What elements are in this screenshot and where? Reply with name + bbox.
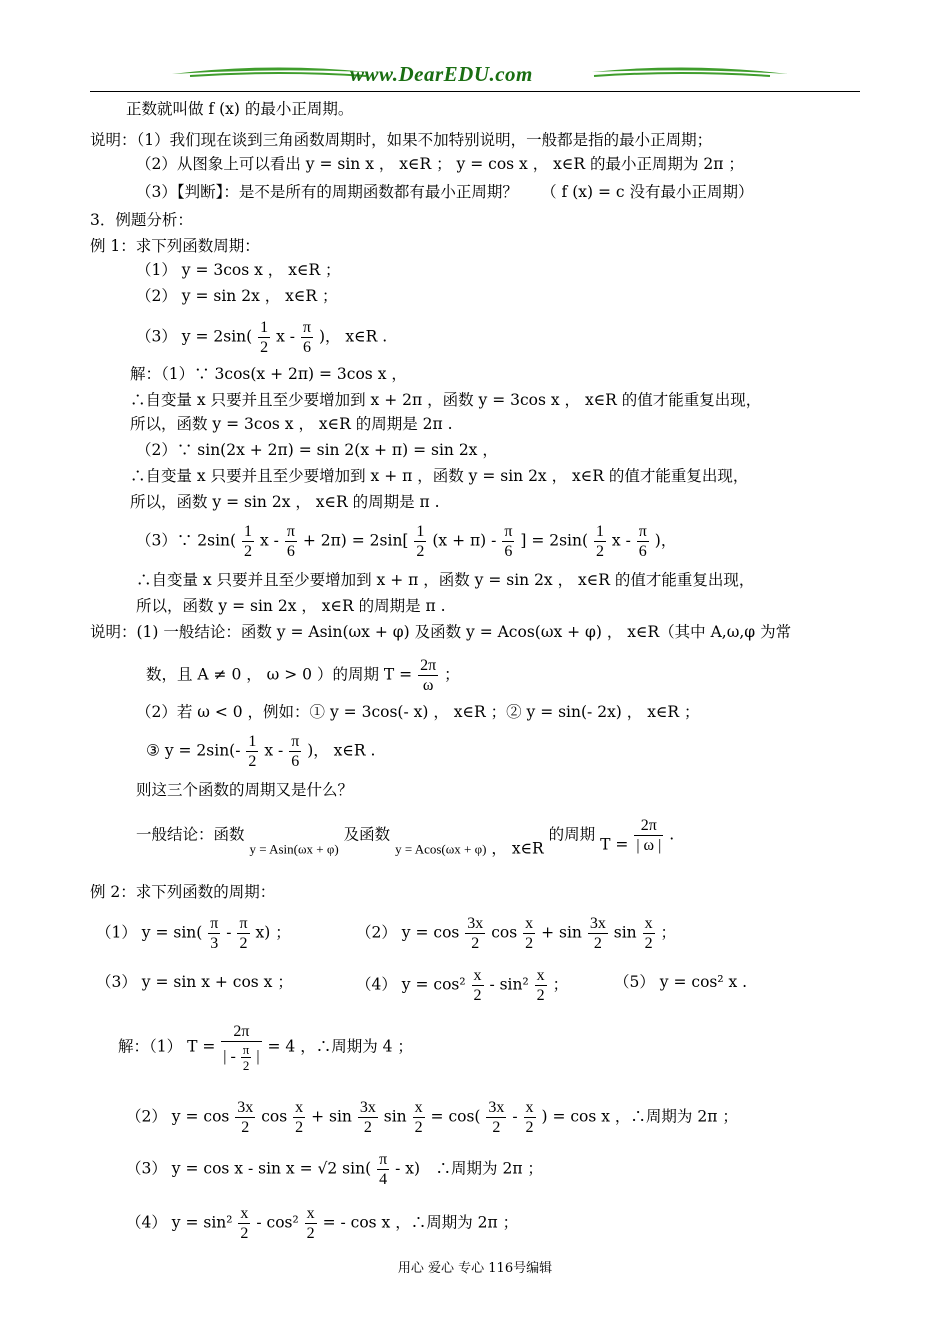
formula-line: [136, 522, 676, 561]
numerator: x: [306, 1205, 315, 1222]
example-heading: 例 2：求下列函数的周期：: [90, 883, 276, 901]
numerator: x: [525, 915, 534, 932]
denominator: 6: [291, 753, 300, 770]
numerator: x: [240, 1205, 249, 1222]
fraction: [465, 914, 485, 953]
fraction: [237, 914, 249, 953]
site-logo: www.DearEDU.com: [350, 62, 533, 86]
text-span: = - cos x ，∴周期为 2π ；: [322, 1213, 519, 1232]
denominator: 2: [414, 1119, 423, 1136]
numerator: 1: [260, 319, 269, 336]
fraction: [238, 1204, 250, 1243]
denominator: 6: [302, 339, 311, 356]
numerator: π: [302, 319, 311, 336]
formula-span: y = Asin(ωx + φ): [249, 841, 339, 857]
text-span: x) ；: [255, 923, 291, 942]
text-span: 的周期: [548, 825, 596, 844]
text-line: ∴自变量 x 只要并且至少要增加到 x + π ，函数 y = sin 2x ， x∈R 的值才能重复出现，: [136, 571, 755, 589]
text-span: （4） y = cos²: [356, 975, 471, 994]
text-line: （2） y = sin 2x ， x∈R ；: [136, 287, 338, 305]
numerator: x: [644, 915, 653, 932]
header-rule: [90, 91, 860, 92]
fraction: [377, 1150, 389, 1189]
denominator: 2: [295, 1119, 304, 1136]
numerator: 1: [595, 523, 604, 540]
denominator: 2: [525, 935, 534, 952]
numerator: 1: [244, 523, 253, 540]
fraction: [246, 732, 258, 771]
denominator: 2: [595, 543, 604, 560]
numerator: π: [504, 523, 513, 540]
denominator: 2: [416, 543, 425, 560]
text-span: ；: [552, 975, 569, 994]
numerator: π: [242, 1042, 250, 1057]
fraction: [413, 1098, 425, 1137]
denominator: 2: [536, 987, 545, 1004]
text-span: （3） y = 2sin(: [136, 327, 253, 346]
denominator: | ω |: [636, 837, 662, 854]
text-span: （3）∵ 2sin(: [136, 531, 237, 550]
formula-line: [136, 816, 674, 860]
text-span: （2） y = cos: [356, 923, 460, 942]
right-swoosh-decoration: [590, 60, 790, 82]
formula-line: [118, 1022, 413, 1073]
numerator: 2π: [221, 1022, 261, 1042]
text-span: + sin: [311, 1107, 352, 1126]
fraction: [486, 1098, 506, 1137]
text-line: （2）若 ω < 0 ，例如：① y = 3cos(- x) ， x∈R ；② y = sin(- 2x) ， x∈R ；: [136, 703, 700, 721]
text-span: 解：（1）: [118, 1037, 183, 1056]
fraction: [289, 732, 301, 771]
text-span: ] = 2sin(: [520, 531, 589, 550]
numerator: x: [295, 1099, 304, 1116]
text-span: = 4 ，∴周期为 4 ；: [267, 1037, 413, 1056]
text-span: + 2π) = 2sin[: [302, 531, 409, 550]
text-span: sin: [613, 923, 637, 942]
text-span: + sin: [541, 923, 582, 942]
numerator: x: [473, 967, 482, 984]
formula-span: y = Acos(ωx + φ): [395, 841, 487, 857]
text-span: 数，且 A ≠ 0 ， ω > 0 ）的周期 T =: [146, 665, 413, 684]
text-span: x -: [264, 741, 284, 760]
numerator: π: [638, 523, 647, 540]
formula-span: ， x∈R: [491, 839, 544, 858]
denominator: 2: [644, 935, 653, 952]
denominator: 2: [241, 1119, 250, 1136]
text-span: )， x∈R .: [318, 327, 388, 346]
formula-line: [126, 1098, 738, 1137]
text-line: 所以，函数 y = 3cos x ， x∈R 的周期是 2π .: [130, 415, 453, 433]
text-line: 解：（1）∵ 3cos(x + 2π) = 3cos x ，: [130, 365, 407, 383]
fraction: [258, 318, 270, 357]
fraction: [523, 914, 535, 953]
numerator: 3x: [359, 1099, 376, 1116]
numerator: 3x: [488, 1099, 505, 1116]
text-span: 及函数: [343, 825, 391, 844]
denominator: 6: [504, 543, 513, 560]
numerator: π: [239, 915, 248, 932]
denominator: | - $\frac{\pi}{2}$ |: [223, 1042, 260, 1073]
abs-open: | -: [223, 1048, 236, 1066]
formula-line: [146, 656, 460, 695]
fraction: [285, 522, 297, 561]
numerator: 3x: [237, 1099, 254, 1116]
text-span: ；: [444, 665, 460, 684]
denominator: ω: [422, 677, 434, 694]
fraction: [502, 522, 514, 561]
denominator: 2: [471, 935, 480, 952]
text-span: .: [669, 825, 675, 844]
numerator: 3x: [589, 915, 606, 932]
denominator: 2: [242, 1058, 250, 1073]
numerator: x: [536, 967, 545, 984]
text-span: （3） y = cos x - sin x = √2 sin(: [126, 1159, 372, 1178]
text-span: ③ y = 2sin(-: [146, 741, 241, 760]
text-line: （3） y = sin x + cos x ；: [96, 973, 293, 991]
text-span: （2） y = cos: [126, 1107, 230, 1126]
numerator: 1: [248, 733, 257, 750]
numerator: 2π: [634, 816, 663, 836]
text-span: x -: [276, 327, 295, 346]
text-line: 所以，函数 y = sin 2x ， x∈R 的周期是 π .: [130, 493, 440, 511]
denominator: 2: [240, 1225, 249, 1242]
denominator: 3: [210, 935, 219, 952]
text-span: cos: [261, 1107, 288, 1126]
fraction: [643, 914, 655, 953]
text-span: T =: [187, 1037, 216, 1056]
text-span: ；: [660, 923, 677, 942]
numerator: π: [286, 523, 295, 540]
denominator: 2: [593, 935, 602, 952]
denominator: 2: [492, 1119, 501, 1136]
denominator: 2: [248, 753, 257, 770]
text-line: 正数就叫做 f (x) 的最小正周期。: [126, 100, 354, 118]
fraction: [293, 1098, 305, 1137]
text-span: - cos²: [256, 1213, 304, 1232]
denominator: 2: [260, 339, 269, 356]
text-line: 所以，函数 y = sin 2x ， x∈R 的周期是 π .: [136, 597, 446, 615]
text-line: （3）【判断】：是不是所有的周期函数都有最小正周期？ （ f (x) = c 没有最小正周期）: [136, 183, 754, 201]
formula-line: [356, 914, 676, 953]
text-line: ∴自变量 x 只要并且至少要增加到 x + π ，函数 y = sin 2x ， x∈R 的值才能重复出现，: [130, 467, 749, 485]
fraction: [242, 522, 254, 561]
example-heading: 例 1：求下列函数周期：: [90, 237, 260, 255]
numerator: π: [379, 1151, 388, 1168]
text-line: （2）∵ sin(2x + 2π) = sin 2(x + π) = sin 2x ，: [136, 441, 498, 459]
numerator: π: [291, 733, 300, 750]
numerator: 2π: [420, 657, 437, 674]
fraction: [241, 1042, 252, 1073]
fraction: [535, 966, 547, 1005]
text-span: )，: [654, 531, 677, 550]
text-span: -: [512, 1107, 518, 1126]
text-line: （2）从图象上可以看出 y = sin x ， x∈R ； y = cos x ， x∈R 的最小正周期为 2π ；: [136, 155, 744, 173]
formula-line: [146, 732, 375, 771]
fraction: [637, 522, 649, 561]
text-span: - sin²: [489, 975, 534, 994]
numerator: x: [414, 1099, 423, 1116]
fraction: [221, 1022, 261, 1073]
text-line: （1） y = 3cos x ， x∈R ；: [136, 261, 341, 279]
text-span: cos: [491, 923, 518, 942]
denominator: 6: [286, 543, 295, 560]
formula-line: [126, 1204, 518, 1243]
denominator: 2: [306, 1225, 315, 1242]
fraction: [472, 966, 484, 1005]
formula-line: [126, 1150, 543, 1189]
text-span: )， x∈R .: [307, 741, 376, 760]
fraction: [414, 522, 426, 561]
text-span: 一般结论：函数: [136, 825, 245, 844]
fraction: [634, 816, 663, 855]
text-span: -: [226, 923, 232, 942]
formula-span: T =: [600, 835, 629, 854]
numerator: 1: [416, 523, 425, 540]
text-span: sin: [383, 1107, 407, 1126]
text-line: 说明：(1) 一般结论：函数 y = Asin(ωx + φ) 及函数 y = Acos(ωx + φ) ， x∈R（其中 A,ω,φ 为常: [90, 623, 792, 641]
page-footer: 用心 爱心 专心 116号编辑: [397, 1261, 553, 1276]
text-span: (x + π) -: [432, 531, 497, 550]
denominator: 2: [244, 543, 253, 560]
fraction: [358, 1098, 378, 1137]
denominator: 2: [239, 935, 248, 952]
fraction: [524, 1098, 536, 1137]
fraction: [235, 1098, 255, 1137]
fraction: [301, 318, 313, 357]
text-span: - x) ∴周期为 2π ；: [395, 1159, 543, 1178]
denominator: 4: [379, 1171, 388, 1188]
formula-line: [136, 318, 387, 357]
numerator: 3x: [467, 915, 484, 932]
left-swoosh-decoration: [170, 60, 370, 82]
text-line: 说明：（1）我们现在谈到三角函数周期时，如果不加特别说明，一般都是指的最小正周期；: [90, 131, 713, 149]
text-line: ∴自变量 x 只要并且至少要增加到 x + 2π ，函数 y = 3cos x ， x∈R 的值才能重复出现，: [130, 391, 762, 409]
formula-line: [96, 914, 291, 953]
fraction: [588, 914, 608, 953]
denominator: 6: [638, 543, 647, 560]
fraction: [305, 1204, 317, 1243]
numerator: x: [525, 1099, 534, 1116]
denominator: 2: [363, 1119, 372, 1136]
text-span: x -: [259, 531, 279, 550]
section-heading: 3．例题分析：: [90, 211, 193, 229]
page-header: [90, 56, 860, 92]
formula-line: [356, 966, 568, 1005]
fraction: [418, 656, 438, 695]
text-span: x -: [611, 531, 631, 550]
denominator: 2: [473, 987, 482, 1004]
denominator: 2: [525, 1119, 534, 1136]
fraction: [208, 914, 220, 953]
text-line: 则这三个函数的周期又是什么？: [136, 781, 354, 799]
text-line: （5） y = cos² x .: [614, 973, 748, 991]
fraction: [594, 522, 606, 561]
numerator: π: [210, 915, 219, 932]
text-span: ) = cos x ，∴周期为 2π ；: [541, 1107, 738, 1126]
text-span: = cos(: [430, 1107, 481, 1126]
text-span: （4） y = sin²: [126, 1213, 238, 1232]
text-span: （1） y = sin(: [96, 923, 203, 942]
